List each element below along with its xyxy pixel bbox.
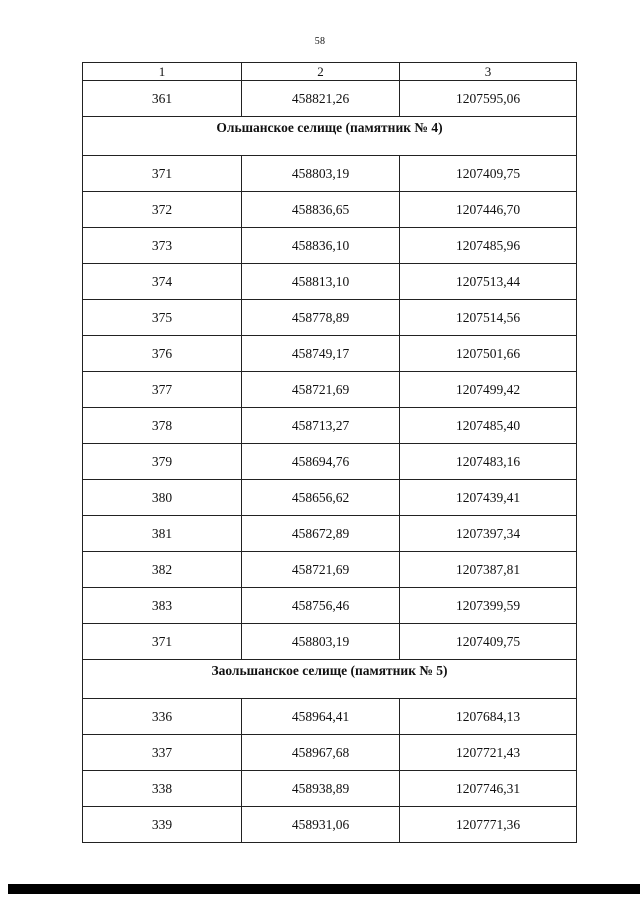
table-row — [83, 588, 577, 624]
table-row — [83, 228, 577, 264]
section-heading-row — [83, 117, 577, 156]
point-number-cell: 337 — [83, 735, 242, 771]
y-coordinate-cell: 1207397,34 — [400, 516, 577, 552]
table-row — [83, 336, 577, 372]
y-coordinate-cell: 1207399,59 — [400, 588, 577, 624]
y-coordinate-cell: 1207684,13 — [400, 699, 577, 735]
x-coordinate-cell: 458836,65 — [242, 192, 400, 228]
point-number-cell: 382 — [83, 552, 242, 588]
x-coordinate-cell: 458713,27 — [242, 408, 400, 444]
table-row — [83, 699, 577, 735]
y-coordinate-cell: 1207746,31 — [400, 771, 577, 807]
x-coordinate-cell: 458721,69 — [242, 372, 400, 408]
point-number-cell: 338 — [83, 771, 242, 807]
coordinates-table — [82, 62, 577, 843]
point-number-cell: 371 — [83, 156, 242, 192]
table-row — [83, 264, 577, 300]
y-coordinate-cell: 1207514,56 — [400, 300, 577, 336]
y-coordinate-cell: 1207446,70 — [400, 192, 577, 228]
y-coordinate-cell: 1207483,16 — [400, 444, 577, 480]
table-row — [83, 156, 577, 192]
y-coordinate-cell: 1207485,40 — [400, 408, 577, 444]
point-number-cell: 372 — [83, 192, 242, 228]
table-row — [83, 408, 577, 444]
x-coordinate-cell: 458836,10 — [242, 228, 400, 264]
x-coordinate-cell: 458756,46 — [242, 588, 400, 624]
page-bottom-bar — [8, 884, 640, 894]
point-number-cell: 380 — [83, 480, 242, 516]
point-number-cell: 378 — [83, 408, 242, 444]
y-coordinate-cell: 1207409,75 — [400, 156, 577, 192]
table-header-row — [83, 63, 577, 81]
page-number: 58 — [314, 36, 326, 47]
x-coordinate-cell: 458938,89 — [242, 771, 400, 807]
x-coordinate-cell: 458813,10 — [242, 264, 400, 300]
x-coordinate-cell: 458931,06 — [242, 807, 400, 843]
y-coordinate-cell: 1207501,66 — [400, 336, 577, 372]
table-row — [83, 372, 577, 408]
point-number-cell: 375 — [83, 300, 242, 336]
y-coordinate-cell: 1207771,36 — [400, 807, 577, 843]
point-number-cell: 371 — [83, 624, 242, 660]
section-title: Заольшанское селище (памятник № 5) — [83, 660, 577, 699]
column-header-1: 1 — [83, 63, 242, 81]
table-row — [83, 624, 577, 660]
point-number-cell: 336 — [83, 699, 242, 735]
x-coordinate-cell: 458672,89 — [242, 516, 400, 552]
table-row — [83, 444, 577, 480]
table-row — [83, 807, 577, 843]
point-number-cell: 361 — [83, 81, 242, 117]
y-coordinate-cell: 1207409,75 — [400, 624, 577, 660]
y-coordinate-cell: 1207595,06 — [400, 81, 577, 117]
point-number-cell: 374 — [83, 264, 242, 300]
point-number-cell: 383 — [83, 588, 242, 624]
x-coordinate-cell: 458821,26 — [242, 81, 400, 117]
table-row — [83, 735, 577, 771]
x-coordinate-cell: 458778,89 — [242, 300, 400, 336]
point-number-cell: 376 — [83, 336, 242, 372]
table-row — [83, 771, 577, 807]
section-title: Ольшанское селище (памятник № 4) — [83, 117, 577, 156]
y-coordinate-cell: 1207721,43 — [400, 735, 577, 771]
point-number-cell: 379 — [83, 444, 242, 480]
column-header-3: 3 — [400, 63, 577, 81]
table-row — [83, 552, 577, 588]
table-row — [83, 480, 577, 516]
point-number-cell: 339 — [83, 807, 242, 843]
x-coordinate-cell: 458749,17 — [242, 336, 400, 372]
x-coordinate-cell: 458967,68 — [242, 735, 400, 771]
table-row — [83, 516, 577, 552]
y-coordinate-cell: 1207513,44 — [400, 264, 577, 300]
section-heading-row — [83, 660, 577, 699]
table-row — [83, 192, 577, 228]
y-coordinate-cell: 1207387,81 — [400, 552, 577, 588]
y-coordinate-cell: 1207485,96 — [400, 228, 577, 264]
x-coordinate-cell: 458656,62 — [242, 480, 400, 516]
x-coordinate-cell: 458964,41 — [242, 699, 400, 735]
point-number-cell: 377 — [83, 372, 242, 408]
x-coordinate-cell: 458694,76 — [242, 444, 400, 480]
table-row — [83, 300, 577, 336]
x-coordinate-cell: 458721,69 — [242, 552, 400, 588]
point-number-cell: 373 — [83, 228, 242, 264]
y-coordinate-cell: 1207439,41 — [400, 480, 577, 516]
y-coordinate-cell: 1207499,42 — [400, 372, 577, 408]
table-body — [83, 81, 577, 843]
point-number-cell: 381 — [83, 516, 242, 552]
x-coordinate-cell: 458803,19 — [242, 624, 400, 660]
column-header-2: 2 — [242, 63, 400, 81]
table-row — [83, 81, 577, 117]
x-coordinate-cell: 458803,19 — [242, 156, 400, 192]
